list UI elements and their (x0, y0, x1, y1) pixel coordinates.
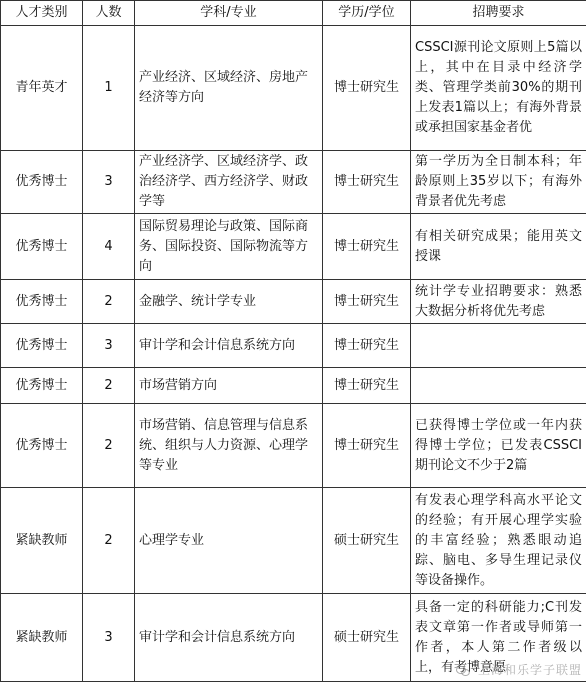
header-degree: 学历/学位 (323, 1, 411, 26)
header-row (1, 1, 586, 26)
table-row (1, 368, 586, 404)
table-row (1, 594, 586, 682)
table-row (1, 26, 586, 151)
cell-requirement: 具备一定的科研能力;C刊发表文章第一作者或导师第一作者，本人第二作者级以上，有考博意愿 (411, 594, 586, 682)
table-row (1, 214, 586, 280)
cell-category: 优秀博士 (1, 368, 83, 404)
cell-count: 2 (83, 404, 135, 488)
cell-subject: 国际贸易理论与政策、国际商务、国际投资、国际物流等方向 (135, 214, 323, 280)
cell-requirement: 有相关研究成果；能用英文授课 (411, 214, 586, 280)
cell-count: 2 (83, 488, 135, 594)
header-count: 人数 (83, 1, 135, 26)
cell-degree: 博士研究生 (323, 26, 411, 151)
cell-count: 2 (83, 280, 135, 324)
header-category: 人才类别 (1, 1, 83, 26)
cell-requirement (411, 324, 586, 368)
table-row (1, 404, 586, 488)
cell-requirement: 有发表心理学科高水平论文的经验；有开展心理学实验的丰富经验；熟悉眼动追踪、脑电、多导生理记录仪等设备操作。 (411, 488, 586, 594)
cell-subject: 审计学和会计信息系统方向 (135, 324, 323, 368)
cell-category: 优秀博士 (1, 151, 83, 214)
cell-degree: 硕士研究生 (323, 488, 411, 594)
cell-requirement: 第一学历为全日制本科；年龄原则上35岁以下；有海外背景者优先考虑 (411, 151, 586, 214)
cell-degree: 硕士研究生 (323, 594, 411, 682)
cell-count: 3 (83, 324, 135, 368)
cell-subject: 市场营销、信息管理与信息系统、组织与人力资源、心理学等专业 (135, 404, 323, 488)
table-row (1, 151, 586, 214)
cell-subject: 产业经济学、区域经济学、政治经济学、西方经济学、财政学等 (135, 151, 323, 214)
cell-degree: 博士研究生 (323, 214, 411, 280)
cell-category: 优秀博士 (1, 280, 83, 324)
cell-count: 3 (83, 151, 135, 214)
cell-category: 紧缺教师 (1, 594, 83, 682)
table-row (1, 280, 586, 324)
cell-degree: 博士研究生 (323, 151, 411, 214)
cell-requirement: CSSCI源刊论文原则上5篇以上，其中在目录中经济学类、管理学类前30%的期刊上发表1篇以上；有海外背景或承担国家基金者优 (411, 26, 586, 151)
cell-degree: 博士研究生 (323, 404, 411, 488)
cell-count: 2 (83, 368, 135, 404)
cell-category: 优秀博士 (1, 404, 83, 488)
cell-category: 优秀博士 (1, 214, 83, 280)
cell-count: 4 (83, 214, 135, 280)
cell-requirement: 统计学专业招聘要求：熟悉大数据分析将优先考虑 (411, 280, 586, 324)
cell-category: 优秀博士 (1, 324, 83, 368)
cell-count: 3 (83, 594, 135, 682)
cell-category: 青年英才 (1, 26, 83, 151)
table-row (1, 324, 586, 368)
cell-subject: 金融学、统计学专业 (135, 280, 323, 324)
watermark-text: 上海和乐学子联盟 (477, 663, 582, 677)
header-requirement: 招聘要求 (411, 1, 586, 26)
cell-subject: 市场营销方向 (135, 368, 323, 404)
cell-count: 1 (83, 26, 135, 151)
cell-requirement: 已获得博士学位或一年内获得博士学位；已发表CSSCI期刊论文不少于2篇 (411, 404, 586, 488)
cell-degree: 博士研究生 (323, 280, 411, 324)
cell-requirement (411, 368, 586, 404)
cell-degree: 博士研究生 (323, 368, 411, 404)
header-subject: 学科/专业 (135, 1, 323, 26)
cell-category: 紧缺教师 (1, 488, 83, 594)
cell-subject: 审计学和会计信息系统方向 (135, 594, 323, 682)
cell-subject: 产业经济、区域经济、房地产经济等方向 (135, 26, 323, 151)
cell-degree: 博士研究生 (323, 324, 411, 368)
cell-subject: 心理学专业 (135, 488, 323, 594)
table-row (1, 488, 586, 594)
